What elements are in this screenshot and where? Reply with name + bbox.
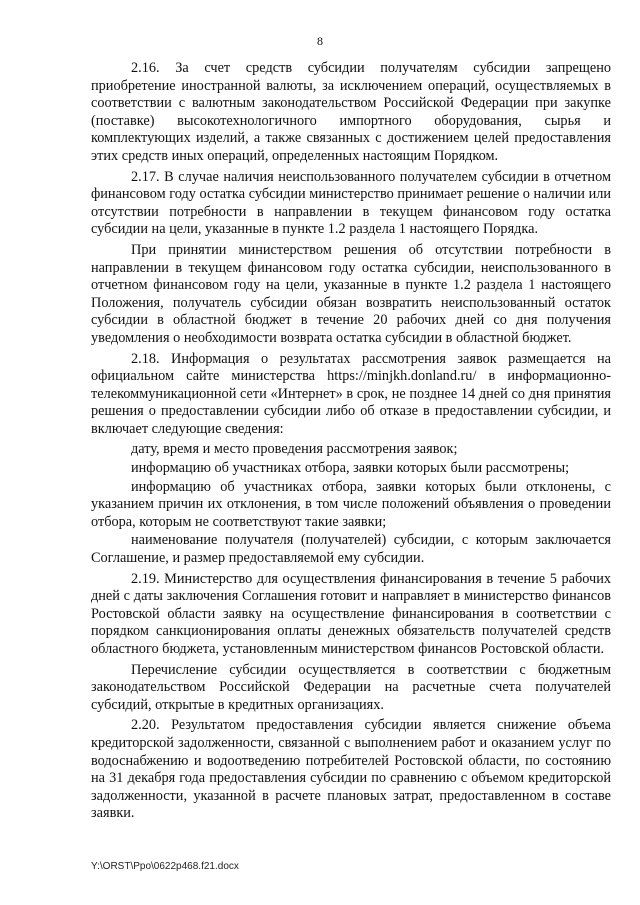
paragraph-2-18-item-rejected: информацию об участниках отбора, заявки которых были отклонены, с указанием причин их отклонения, в том числе положений объявления о проведении отбора, которым не соответствуют такие заявки;	[91, 478, 611, 530]
page-number: 8	[317, 34, 323, 48]
paragraph-2-20: 2.20. Результатом предоставления субсидии является снижение объема кредиторской задолженности, связанной с выполнением работ и оказанием услуг по водоснабжению и водоотведению потребителей Ростовской области, по состоянию на 31 декабря года предоставления субсидии по сравнению с объемом кредиторской задолженности, указанной в расчете плановых затрат, предоставленном в составе заявки.	[91, 717, 611, 822]
paragraph-2-18-item-recipient: наименование получателя (получателей) субсидии, с которым заключается Соглашение, и размер предоставляемой ему субсидии.	[91, 532, 611, 567]
paragraph-2-19: 2.19. Министерство для осуществления финансирования в течение 5 рабочих дней с даты заключения Соглашения готовит и направляет в министерство финансов Ростовской области заявку на осуществление финансирования в соответствии с порядком санкционирования оплаты денежных обязательств получателей средств областного бюджета, установленным министерством финансов Ростовской области.	[91, 570, 611, 657]
paragraph-2-18-item-reviewed: информацию об участниках отбора, заявки которых были рассмотрены;	[131, 460, 570, 477]
paragraph-2-16: 2.16. За счет средств субсидии получателям субсидии запрещено приобретение иностранной валюты, за исключением операций, осуществляемых в соответствии с валютным законодательством Российской Федерации при закупке (поставке) высокотехнологичного импортного оборудования, сырья и комплектующих изделий, а также связанных с достижением целей предоставления этих средств иных операций, определенных настоящим Порядком.	[91, 60, 611, 164]
paragraph-2-17: 2.17. В случае наличия неиспользованного получателем субсидии в отчетном финансовом году остатка субсидии министерство принимает решение о наличии или отсутствии потребности в направлении в текущем финансовом году остатка субсидии на цели, указанные в пункте 1.2 раздела 1 настоящего Порядка.	[91, 168, 611, 238]
paragraph-2-19-transfer: Перечисление субсидии осуществляется в соответствии с бюджетным законодательством Российской Федерации на расчетные счета получателей субсидий, открытые в кредитных организациях.	[91, 661, 611, 713]
paragraph-2-17-return: При принятии министерством решения об отсутствии потребности в направлении в текущем финансовом году остатка субсидии, неиспользованного в отчетном финансовом году на цели, указанные в пункте 1.2 раздела 1 настоящего Положения, получатель субсидии обязан возвратить неиспользованный остаток субсидии в областной бюджет в течение 20 рабочих дней со дня получения уведомления о необходимости возврата остатка субсидии в областной бюджет.	[91, 241, 611, 346]
footer-file-path: Y:\ORST\Ppo\0622p468.f21.docx	[91, 861, 239, 872]
document-body	[91, 60, 611, 826]
paragraph-2-18-item-date: дату, время и место проведения рассмотрения заявок;	[131, 441, 458, 458]
paragraph-2-18: 2.18. Информация о результатах рассмотрения заявок размещается на официальном сайте министерства https://minjkh.donland.ru/ в информационно-телекоммуникационной сети «Интернет» в срок, не позднее 14 дней со дня принятия решения о предоставлении субсидии либо об отказе в предоставлении субсидии, и включает следующие сведения:	[91, 350, 611, 437]
